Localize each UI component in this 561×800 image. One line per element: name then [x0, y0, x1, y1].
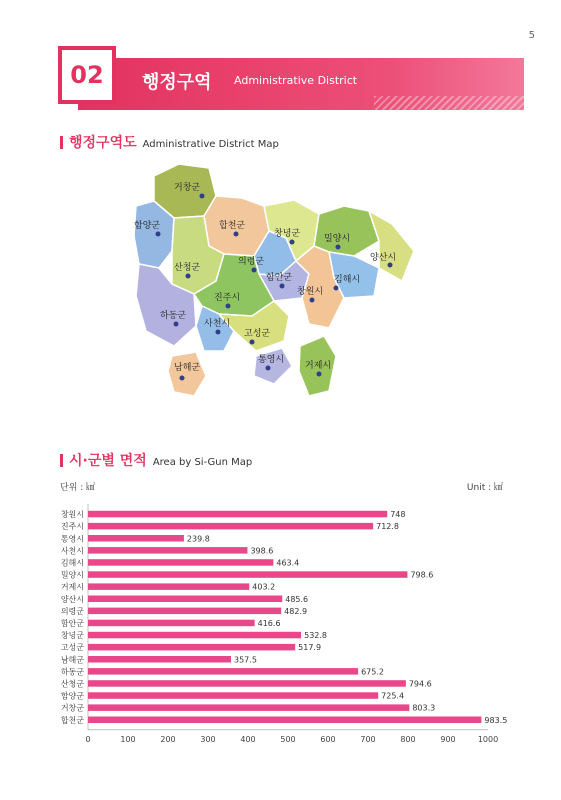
bar	[88, 644, 295, 651]
category-label: 김해시	[60, 558, 84, 568]
district-marker	[216, 330, 221, 335]
map-label: 의령군	[238, 257, 265, 267]
map-label: 창녕군	[274, 229, 301, 239]
section-marker	[60, 136, 63, 149]
section-marker	[60, 454, 63, 467]
bar	[88, 717, 481, 724]
map-label: 김해시	[334, 275, 361, 285]
district-marker	[156, 232, 161, 237]
district-marker	[234, 232, 239, 237]
map-label: 함안군	[266, 273, 293, 283]
chapter-number: 02	[58, 46, 116, 104]
category-label: 통영시	[60, 534, 84, 544]
value-label: 398.6	[250, 546, 274, 556]
category-label: 의령군	[60, 606, 84, 616]
value-label: 463.4	[276, 558, 300, 568]
value-label: 798.6	[410, 570, 434, 580]
value-label: 794.6	[408, 679, 432, 689]
bar	[88, 668, 358, 675]
x-tick-label: 100	[120, 734, 136, 742]
district-map	[124, 156, 424, 406]
x-tick-label: 400	[240, 734, 256, 742]
section-area-title-ko: 시·군별 면적	[69, 453, 147, 469]
value-label: 485.6	[285, 594, 309, 604]
bar	[88, 583, 249, 590]
map-label: 하동군	[160, 311, 187, 321]
region-tongyeong	[254, 348, 292, 384]
category-label: 양산시	[60, 594, 84, 604]
category-label: 남해군	[60, 655, 84, 665]
map-label: 창원시	[297, 287, 324, 297]
district-marker	[180, 376, 185, 381]
unit-label-en: Unit : ㎢	[466, 483, 503, 493]
unit-label-ko: 단위 : ㎢	[60, 483, 96, 493]
bar	[88, 656, 231, 663]
value-label: 416.6	[257, 618, 281, 628]
bar	[88, 596, 282, 603]
district-marker	[250, 340, 255, 345]
value-label: 725.4	[381, 691, 405, 701]
map-label: 거창군	[174, 183, 201, 193]
section-map-title-ko: 행정구역도	[69, 135, 137, 151]
district-marker	[174, 322, 179, 327]
value-label: 532.8	[304, 631, 328, 641]
map-label: 사천시	[204, 319, 231, 329]
bar	[88, 620, 255, 627]
district-marker	[317, 372, 322, 377]
area-bar-chart	[52, 496, 532, 742]
map-label: 거제시	[305, 361, 332, 371]
bar	[88, 680, 406, 687]
value-label: 712.8	[376, 522, 400, 532]
region-namhae	[168, 352, 206, 396]
bar	[88, 704, 409, 711]
section-area-title-en: Area by Si-Gun Map	[152, 457, 253, 468]
value-label: 983.5	[484, 715, 508, 725]
district-marker	[334, 286, 339, 291]
district-marker	[290, 240, 295, 245]
bar	[88, 608, 281, 615]
bar	[88, 535, 184, 542]
district-marker	[280, 284, 285, 289]
value-label: 357.5	[234, 655, 257, 665]
category-label: 합천군	[60, 715, 84, 725]
district-marker	[336, 245, 341, 250]
district-marker	[310, 298, 315, 303]
value-label: 748	[390, 510, 406, 520]
category-label: 창원시	[60, 510, 84, 520]
x-tick-label: 0	[85, 734, 91, 742]
district-marker	[200, 194, 205, 199]
bar	[88, 559, 273, 566]
section-map-heading	[60, 132, 279, 152]
x-tick-label: 1000	[477, 734, 499, 742]
section-area-heading	[60, 450, 252, 470]
category-label: 진주시	[60, 522, 84, 532]
district-marker	[186, 274, 191, 279]
category-label: 함양군	[60, 691, 84, 701]
banner-stripes	[374, 96, 524, 110]
x-tick-label: 500	[280, 734, 296, 742]
bar	[88, 523, 373, 530]
bar	[88, 632, 301, 639]
category-label: 거창군	[60, 703, 84, 713]
category-label: 함안군	[60, 618, 84, 628]
value-label: 675.2	[361, 667, 384, 677]
x-tick-label: 200	[160, 734, 176, 742]
bar	[88, 511, 387, 518]
chapter-subtitle: Administrative District	[234, 74, 358, 87]
x-tick-label: 700	[360, 734, 376, 742]
category-label: 거제시	[60, 582, 84, 592]
map-label: 고성군	[244, 329, 271, 339]
chapter-banner	[58, 46, 524, 118]
value-label: 803.3	[412, 703, 436, 713]
value-label: 239.8	[186, 534, 210, 544]
category-label: 산청군	[60, 679, 84, 689]
category-label: 창녕군	[60, 631, 84, 641]
page-number: 5	[528, 30, 535, 41]
map-label: 밀양시	[324, 234, 351, 244]
map-label: 진주시	[214, 293, 241, 303]
map-label: 남해군	[174, 363, 201, 373]
district-marker	[252, 268, 257, 273]
x-tick-label: 300	[200, 734, 216, 742]
x-tick-label: 900	[440, 734, 456, 742]
district-marker	[266, 366, 271, 371]
map-label: 합천군	[219, 221, 246, 231]
category-label: 하동군	[60, 667, 84, 677]
bar	[88, 692, 378, 699]
map-label: 함양군	[134, 221, 161, 231]
district-marker	[226, 304, 231, 309]
value-label: 482.9	[284, 606, 308, 616]
section-map-title-en: Administrative District Map	[142, 139, 279, 150]
category-label: 고성군	[60, 643, 84, 653]
bar	[88, 571, 407, 578]
x-tick-label: 600	[320, 734, 336, 742]
district-marker	[388, 263, 393, 268]
category-label: 밀양시	[60, 570, 84, 580]
map-label: 통영시	[258, 355, 285, 365]
value-label: 517.9	[298, 643, 322, 653]
map-label: 양산시	[370, 253, 397, 263]
x-tick-label: 800	[400, 734, 416, 742]
bar	[88, 547, 247, 554]
value-label: 403.2	[252, 582, 276, 592]
category-label: 사천시	[60, 546, 84, 556]
chapter-title: 행정구역	[142, 72, 212, 93]
map-label: 산청군	[174, 263, 201, 273]
